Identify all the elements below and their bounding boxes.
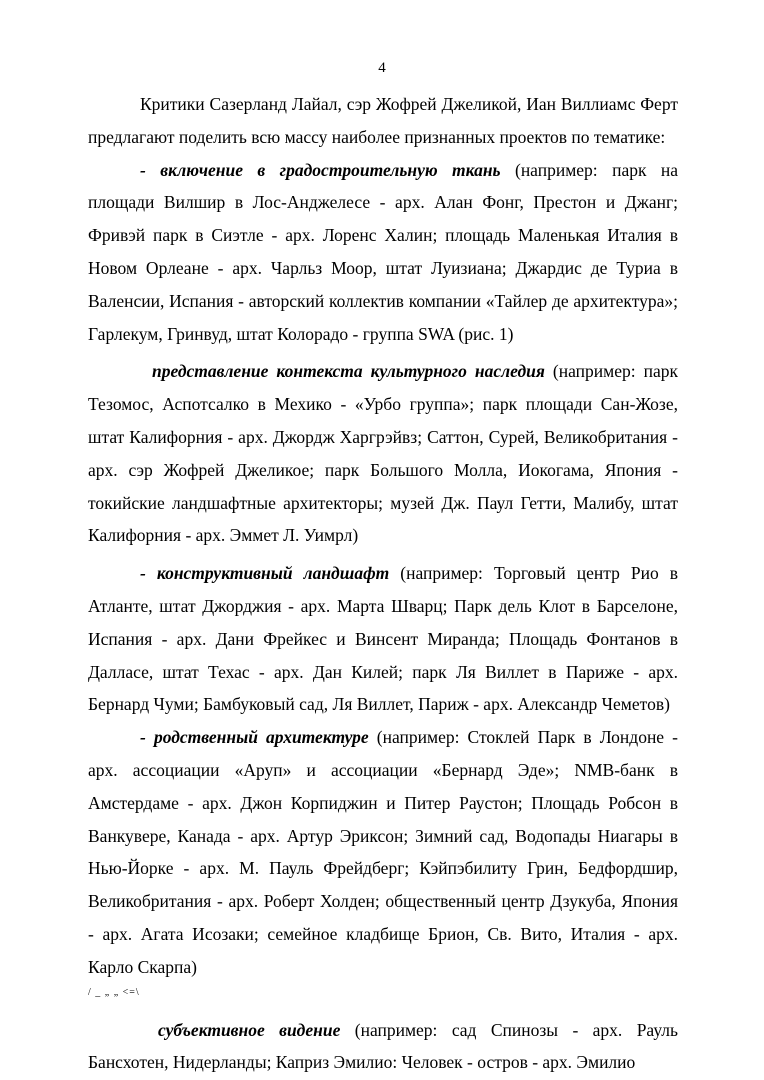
- stray-marks: / _ „ „ <=\: [88, 986, 140, 998]
- category-term: конструктивный ландшафт: [156, 563, 390, 584]
- list-dash: -: [140, 727, 154, 748]
- category-paragraph-architecture: [88, 721, 678, 983]
- category-paragraph-heritage: [88, 355, 678, 552]
- list-dash: -: [140, 563, 157, 584]
- list-dash: -: [140, 159, 161, 180]
- category-text: (например: парк на площади Вилшир в Лос-Анджелесе - арх. Алан Фонг, Престон и Джанг; Фривэй парк в Сиэтле - арх. Лоренс Халин; площадь Маленькая Италия в Новом Орлеане - арх. Чарльз Моор, штат Луизиана; Джардис де Туриа в Валенсии, Испания - авторский коллектив компании «Тайлер де архитектура»; Гарлекум, Гринвуд, штат Колорадо - группа SWA (рис. 1): [88, 159, 679, 344]
- intro-paragraph: [88, 88, 678, 154]
- category-text: (например: сад Спинозы - арх. Рауль Бансхотен, Нидерланды; Каприз Эмилио: Человек - остров - арх. Эмилио: [88, 1019, 679, 1073]
- page-number: 4: [378, 60, 386, 76]
- body-text: [88, 88, 678, 1079]
- category-text: (например: Стоклей Парк в Лондоне - арх. ассоциации «Аруп» и ассоциации «Бернард Эде»; NMB-банк в Амстердаме - арх. Джон Корпиджин и Питер Раустон; Площадь Робсон в Ванкувере, Канада - арх. Артур Эриксон; Зимний сад, Водопады Ниагары в Нью-Йорке - арх. М. Пауль Фрейдберг; Кэйпэбилиту Грин, Бедфордшир, Великобритания - арх. Роберт Холден; общественный центр Дзукуба, Япония - арх. Агата Исозаки; семейное кладбище Брион, Св. Вито, Италия - арх. Карло Скарпа): [88, 727, 678, 977]
- intro-text: Критики Сазерланд Лайал, сэр Жофрей Джеликой, Иан Виллиамс Ферт предлагают поделить всю массу наиболее признанных проектов по тематике:: [88, 94, 678, 147]
- category-paragraph-subjective: [88, 1014, 678, 1080]
- category-term: представление контекста культурного наследия: [152, 361, 545, 382]
- category-term: родственный архитектуре: [153, 727, 369, 748]
- category-paragraph-urban: [88, 154, 678, 351]
- category-text: (например: парк Тезомос, Аспотсалко в Мехико - «Урбо группа»; парк площади Сан-Жозе, штат Калифорния - арх. Джордж Харгрэйвз; Саттон, Сурей, Великобритания - арх. сэр Жофрей Джеликое; парк Большого Молла, Иокогама, Япония - токийские ландшафтные архитекторы; музей Дж. Паул Гетти, Малибу, штат Калифорния - арх. Эммет Л. Уимрл): [88, 361, 678, 546]
- category-term: включение в градостроительную ткань: [160, 159, 501, 180]
- category-term: субъективное видение: [158, 1019, 341, 1040]
- category-paragraph-constructive: [88, 557, 678, 721]
- category-text: (например: Торговый центр Рио в Атланте, штат Джорджия - арх. Марта Шварц; Парк дель Клот в Барселоне, Испания - арх. Дани Фрейкес и Винсент Миранда; Площадь Фонтанов в Далласе, штат Техас - арх. Дан Килей; парк Ля Виллет в Париже - арх. Бернард Чуми; Бамбуковый сад, Ля Виллет, Париж - арх. Александр Чеметов): [88, 563, 678, 715]
